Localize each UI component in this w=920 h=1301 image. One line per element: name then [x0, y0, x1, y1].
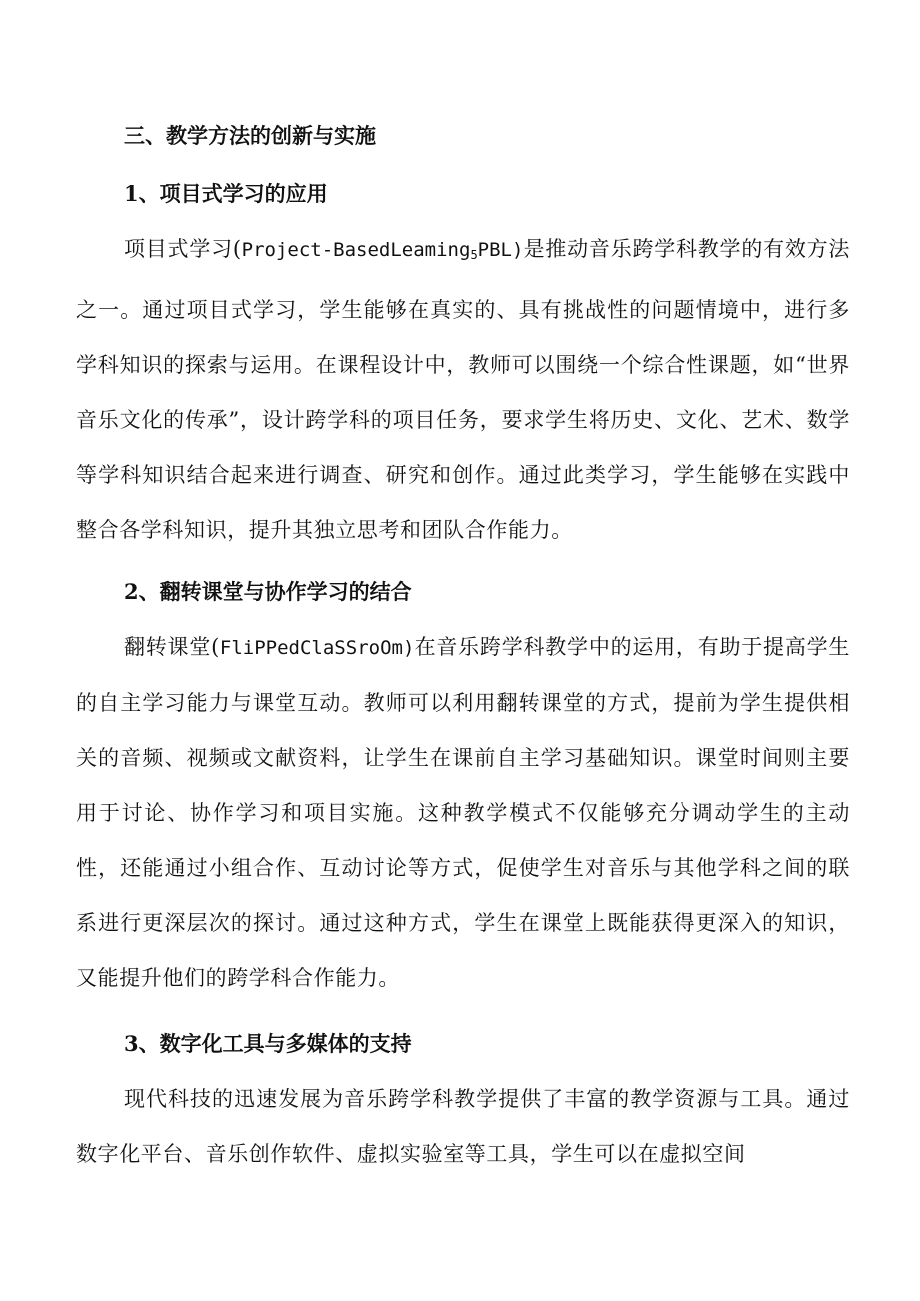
term-subscript: 5	[470, 248, 478, 262]
paragraph-body: 是推动音乐跨学科教学的有效方法之一。通过项目式学习，学生能够在真实的、具有挑战性的问题情境中，进行多学科知识的探索与运用。在课程设计中，教师可以围绕一个综合性课题，如“世界音乐文化的传承”，设计跨学科的项目任务，要求学生将历史、文化、艺术、数学等学科知识结合起来进行调查、研究和创作。通过此类学习，学生能够在实践中整合各学科知识，提升其独立思考和团队合作能力。	[76, 237, 851, 542]
paragraph-flipped-classroom	[76, 620, 850, 1006]
paragraph-project-learning	[76, 222, 850, 558]
term-flipped: FliPPedClaSSroOm)	[219, 637, 415, 659]
paragraph-body: 在音乐跨学科教学中的运用，有助于提高学生的自主学习能力与课堂互动。教师可以利用翻转课堂的方式，提前为学生提供相关的音频、视频或文献资料，让学生在课前自主学习基础知识。课堂时间则主要用于讨论、协作学习和项目实施。这种教学模式不仅能够充分调动学生的主动性，还能通过小组合作、互动讨论等方式，促使学生对音乐与其他学科之间的联系进行更深层次的探讨。通过这种方式，学生在课堂上既能获得更深入的知识，又能提升他们的跨学科合作能力。	[76, 635, 850, 990]
term-pbl: Project-BasedLeaming	[241, 239, 471, 261]
section-title: 三、教学方法的创新与实施	[124, 123, 376, 148]
term-pbl-tail: PBL)	[477, 239, 524, 261]
subsection-heading-1: 1、项目式学习的应用	[124, 181, 328, 206]
paragraph-prefix: 项目式学习(	[124, 237, 242, 261]
subsection-heading-2: 2、翻转课堂与协作学习的结合	[124, 579, 412, 604]
paragraph-prefix: 翻转课堂(	[124, 635, 220, 659]
paragraph-digital-tools: 现代科技的迅速发展为音乐跨学科教学提供了丰富的教学资源与工具。通过数字化平台、音乐创作软件、虚拟实验室等工具，学生可以在虚拟空间	[76, 1087, 850, 1166]
subsection-heading-3: 3、数字化工具与多媒体的支持	[124, 1031, 412, 1056]
